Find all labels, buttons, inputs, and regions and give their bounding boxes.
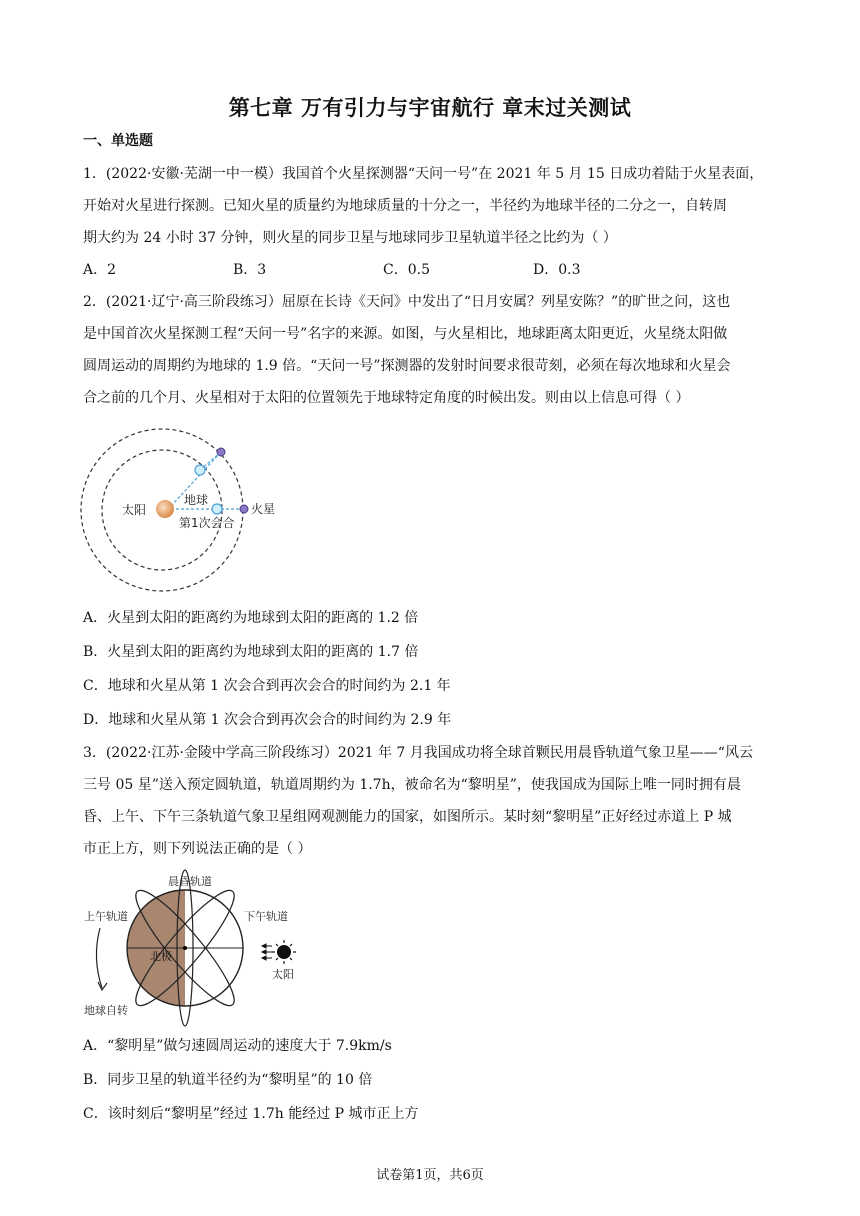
rotation-arrow	[96, 928, 102, 988]
conjunction-label: 第1次会合	[179, 516, 235, 530]
q2-option-b: B．火星到太阳的距离约为地球到太阳的距离的 1.7 倍	[83, 644, 419, 660]
q1-option-c: C．0.5	[383, 262, 430, 278]
q3-option-b: B．同步卫星的轨道半径约为“黎明星”的 10 倍	[83, 1072, 373, 1088]
mars-icon	[217, 448, 225, 456]
q3-option-a: A．“黎明星”做匀速圆周运动的速度大于 7.9km/s	[83, 1038, 392, 1054]
q2-line-4: 合之前的几个月、火星相对于太阳的位置领先于地球特定角度的时候出发。则由以上信息可得（ ）	[83, 390, 690, 406]
q1-line-2: 开始对火星进行探测。已知火星的质量约为地球质量的十分之一，半径约为地球半径的二分之一，自转周	[83, 198, 727, 214]
q2-option-a: A．火星到太阳的距离约为地球到太阳的距离的 1.2 倍	[83, 610, 419, 626]
earth-icon	[195, 465, 205, 475]
q1-line-1: 1．(2022·安徽·芜湖一中一模）我国首个火星探测器“天问一号”在 2021 年 5 月 15 日成功着陆于火星表面，	[83, 166, 764, 182]
dawn-dusk-label: 晨昏轨道	[168, 875, 212, 888]
q2-option-d: D．地球和火星从第 1 次会合到再次会合的时间约为 2.9 年	[83, 712, 452, 728]
earth-label: 地球	[184, 493, 209, 507]
sun-label: 太阳	[272, 968, 294, 981]
question-2-stem	[83, 286, 783, 414]
question-1-options	[83, 254, 683, 286]
rotation-label: 地球自转	[84, 1004, 128, 1017]
q1-option-b: B．3	[233, 262, 267, 278]
satellite-orbit-diagram	[80, 868, 320, 1028]
q3-line-4: 市正上方，则下列说法正确的是（ ）	[83, 841, 312, 857]
mars-label: 火星	[251, 502, 276, 516]
question-3-stem	[83, 737, 783, 865]
earth-icon	[212, 504, 222, 514]
sun-label: 太阳	[122, 503, 147, 517]
sun-icon	[272, 940, 296, 964]
q2-line-1: 2．(2021·辽宁·高三阶段练习）屈原在长诗《天问》中发出了“日月安属？列星安陈？”的旷世之问，这也	[83, 294, 731, 310]
q1-line-3: 期大约为 24 小时 37 分钟，则火星的同步卫星与地球同步卫星轨道半径之比约为（ ）	[83, 230, 617, 246]
q3-line-1: 3．(2022·江苏·金陵中学高三阶段练习）2021 年 7 月我国成功将全球首颗民用晨昏轨道气象卫星——“风云	[83, 745, 753, 761]
q2-line-2: 是中国首次火星探测工程“天问一号”名字的来源。如图，与火星相比，地球距离太阳更近，火星绕太阳做	[83, 326, 728, 342]
orbit-diagram	[78, 425, 276, 605]
section-heading: 一、单选题	[83, 133, 153, 149]
page-footer: 试卷第1页，共6页	[376, 1168, 484, 1183]
sunlight-arrows	[262, 944, 272, 960]
q3-option-c: C．该时刻后“黎明星”经过 1.7h 能经过 P 城市正上方	[83, 1106, 419, 1122]
afternoon-label: 下午轨道	[244, 910, 288, 923]
q3-line-3: 昏、上午、下午三条轨道气象卫星组网观测能力的国家，如图所示。某时刻“黎明星”正好经过赤道上 P 城	[83, 809, 732, 825]
q1-option-d: D．0.3	[533, 262, 581, 278]
north-pole-label: 北极	[150, 950, 172, 963]
north-pole-dot	[183, 946, 187, 950]
sun-icon	[156, 500, 174, 518]
page-title: 第七章 万有引力与宇宙航行 章末过关测试	[228, 96, 632, 120]
q2-line-3: 圆周运动的周期约为地球的 1.9 倍。“天问一号”探测器的发射时间要求很苛刻，必须在每次地球和火星会	[83, 358, 731, 374]
q2-option-c: C．地球和火星从第 1 次会合到再次会合的时间约为 2.1 年	[83, 678, 451, 694]
q3-line-2: 三号 05 星”送入预定圆轨道，轨道周期约为 1.7h，被命名为“黎明星”，使我国成为国际上唯一同时拥有晨	[83, 777, 741, 793]
morning-label: 上午轨道	[84, 910, 128, 923]
q1-option-a: A．2	[83, 262, 117, 278]
question-1-stem	[83, 158, 783, 254]
mars-icon	[240, 505, 248, 513]
